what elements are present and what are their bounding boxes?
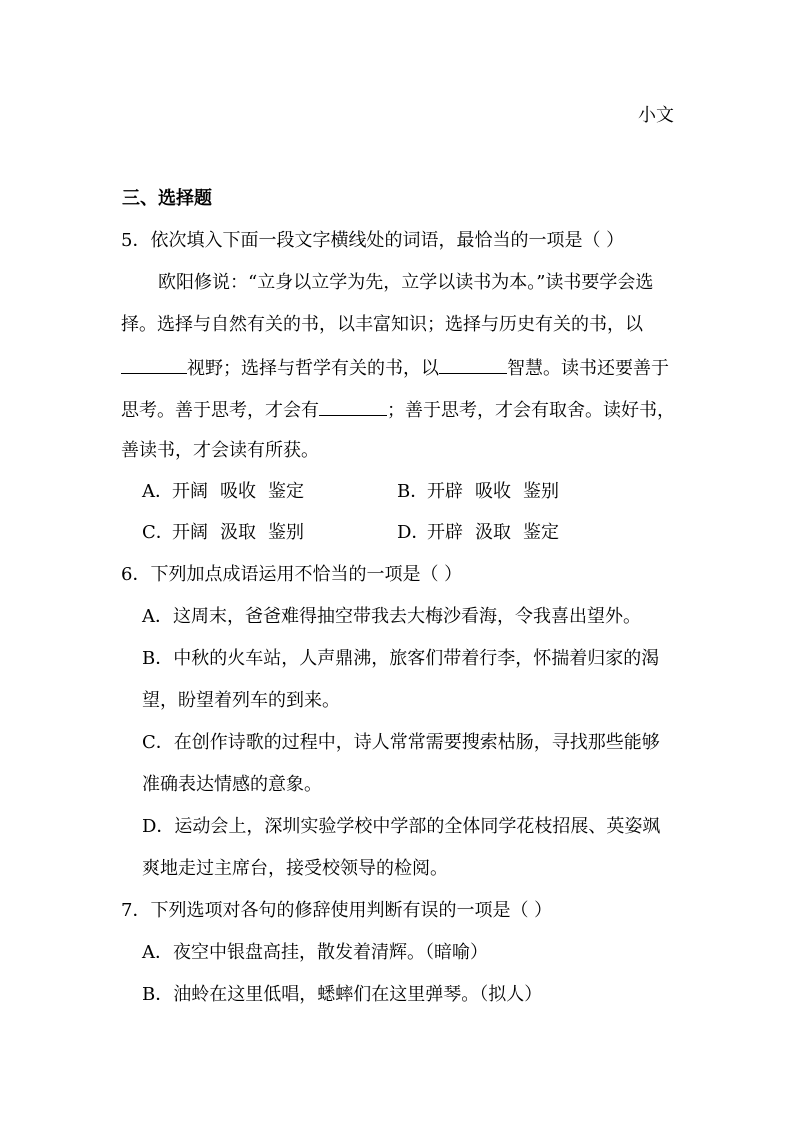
question-5-passage-line-1: 欧阳修说：“立身以立学为先，立学以读书为本。”读书要学会选: [158, 272, 654, 293]
section-title: 三、选择题: [122, 188, 212, 209]
author-name: 小文: [638, 105, 674, 126]
question-6-stem: 6．下列加点成语运用不恰当的一项是（ ）: [121, 564, 463, 585]
passage-text: ；善于思考，才会有取舍。读好书，: [387, 400, 675, 421]
option-d: D．开辟 汲取 鉴定: [397, 522, 559, 543]
question-5-stem: 5．依次填入下面一段文字横线处的词语，最恰当的一项是（ ）: [121, 230, 625, 251]
question-6-option-d-line-2: 爽地走过主席台，接受校领导的检阅。: [142, 858, 448, 879]
question-5-passage-line-3: [121, 355, 669, 381]
question-5-passage-line-5: 善读书，才会读有所获。: [121, 440, 319, 461]
question-6-option-c-line-1: C．在创作诗歌的过程中，诗人常常需要搜索枯肠，寻找那些能够: [142, 732, 660, 753]
fill-blank-1: [121, 355, 187, 374]
fill-blank-3: [319, 397, 387, 416]
question-7-option-b: B．油蛉在这里低唱，蟋蟀们在这里弹琴。（拟人）: [142, 984, 543, 1005]
question-7-option-a: A．夜空中银盘高挂，散发着清辉。（暗喻）: [142, 942, 488, 963]
passage-text: 智慧。读书还要善于: [507, 358, 669, 379]
question-7-stem: 7．下列选项对各句的修辞使用判断有误的一项是（ ）: [121, 900, 553, 921]
passage-text: 思考。善于思考，才会有: [121, 400, 319, 421]
question-6-option-c-line-2: 准确表达情感的意象。: [142, 774, 322, 795]
fill-blank-2: [439, 355, 507, 374]
question-6-option-a: A．这周末，爸爸难得抽空带我去大梅沙看海，令我喜出望外。: [142, 606, 641, 627]
option-a: A．开阔 吸收 鉴定: [142, 481, 304, 502]
question-6-option-d-line-1: D．运动会上，深圳实验学校中学部的全体同学花枝招展、英姿飒: [142, 816, 661, 837]
question-5-passage-line-4: [121, 397, 675, 423]
option-c: C．开阔 汲取 鉴别: [142, 522, 304, 543]
option-b: B．开辟 吸收 鉴别: [397, 481, 559, 502]
passage-text: 视野；选择与哲学有关的书，以: [187, 358, 439, 379]
question-6-option-b-line-2: 望，盼望着列车的到来。: [142, 690, 340, 711]
question-6-option-b-line-1: B．中秋的火车站，人声鼎沸，旅客们带着行李，怀揣着归家的渴: [142, 648, 660, 669]
question-5-passage-line-2: 择。选择与自然有关的书，以丰富知识；选择与历史有关的书，以: [121, 314, 643, 335]
